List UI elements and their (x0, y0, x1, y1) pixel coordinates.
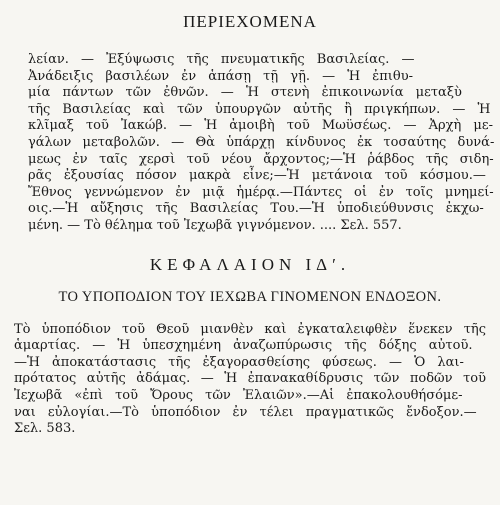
text-line: μένη. — Τὸ θέλημα τοῦ Ἰεχωβᾶ γιγνόμενον. .... Σελ. 557. (28, 217, 402, 233)
contents-section-1 (28, 52, 494, 235)
contents-section-2 (14, 322, 486, 438)
text-line: Ἰεχωβᾶ «ἐπὶ τοῦ Ὄρους τῶν Ἐλαιῶν».—Αἱ ἐπακολουθήσόμε- (14, 387, 463, 403)
text-line: ρᾶς ἐξουσίας πόσον μακρὰ εἶνε;—Ἡ μετάνοια τοῦ κόσμου.— (28, 168, 486, 184)
text-line: —Ἡ ἀποκατάστασις τῆς ἐξαγορασθείσης φύσεως. — Ὁ λαι- (14, 354, 464, 370)
text-line: πρότατος αὐτῆς ἀδάμας. — Ἡ ἐπανακαθίδρυσις τῶν ποδῶν τοῦ (14, 371, 486, 387)
text-line: μεως ἐν ταῖς χερσὶ τοῦ νέου ἄρχοντος;—Ἡ ῥάβδος τῆς σιδη- (28, 151, 494, 167)
text-line: μία πάντων τῶν ἐθνῶν. — Ἡ στενὴ ἐπικοινωνία μεταξὺ (28, 85, 462, 101)
page-header: ΠΕΡΙΕΧΟΜΕΝΑ (183, 12, 317, 31)
chapter-title: ΤΟ ΥΠΟΠΟΔΙΟΝ ΤΟΥ ΙΕΧΩΒΑ ΓΙΝΟΜΕΝΟΝ ΕΝΔΟΞΟΝ. (58, 288, 442, 305)
text-line: Ἔθνος γεννώμενον ἐν μιᾷ ἡμέρᾳ.—Πάντες οἱ ἐν τοῖς μνημεί- (28, 184, 494, 200)
chapter-heading: ΚΕΦΑΛΑΙΟΝ ΙΔʹ. (149, 254, 351, 274)
text-line: λείαν. — Ἐξύψωσις τῆς πνευματικῆς Βασιλείας. — (28, 52, 415, 67)
text-line: γάλων μεταβολῶν. — Θὰ ὑπάρχῃ κίνδυνος ἐκ τοσαύτης δυνά- (28, 134, 495, 150)
text-line: ναι εὐλογίαι.—Τὸ ὑποπόδιον ἐν τέλει πραγματικῶς ἔνδοξον.— (14, 404, 477, 420)
text-line: κλῖμαξ τοῦ Ἰακώβ. — Ἡ ἀμοιβὴ τοῦ Μωϋσέως. — Ἀρχὴ με- (28, 118, 494, 134)
text-line: ἁμαρτίας. — Ἡ ὑπεσχημένη ἀναζωπύρωσις τῆς δόξης αὐτοῦ. (14, 338, 473, 354)
text-line: Ἀνάδειξις βασιλέων ἐν ἁπάσῃ τῇ γῇ. — Ἡ ἐπιθυ- (28, 68, 414, 84)
text-line: Τὸ ὑποπόδιον τοῦ Θεοῦ μιανθὲν καὶ ἐγκαταλειφθὲν ἕνεκεν τῆς (14, 321, 486, 337)
text-line: τῆς Βασιλείας καὶ τῶν ὑπουργῶν αὐτῆς ἢ πριγκήπων. — Ἡ (28, 101, 491, 117)
text-line: Σελ. 583. (14, 421, 76, 437)
text-line: οις.—Ἡ αὔξησις τῆς Βασιλείας Του.—Ἡ ὑποδιεύθυνσις ἐκχω- (28, 201, 484, 217)
